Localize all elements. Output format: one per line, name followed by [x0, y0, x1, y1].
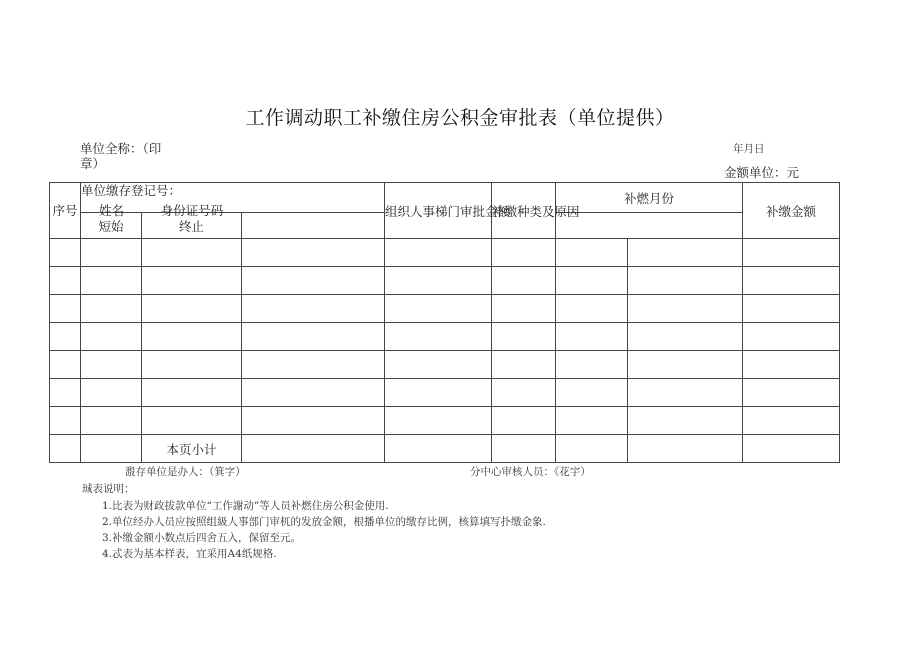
- handler-signature: 溵存单位是办人：（箕字）: [125, 466, 246, 478]
- table-row: [50, 407, 840, 435]
- table-row: [50, 239, 840, 267]
- reviewer-signature: 分中心审核人员：《花宇）: [470, 466, 591, 478]
- note-item: 1.比表为财政拔款单位“工作謝动”等人员补燃住房公积金使用.: [102, 500, 389, 512]
- subtotal-label: 本页小计: [142, 435, 242, 463]
- amount-unit-label: 金额单位：元: [724, 165, 800, 180]
- note-item: 3.补缴金额小数点后四舍五入，保留至元。: [102, 532, 302, 544]
- subtotal-row: [50, 435, 840, 463]
- date-label: 年月日: [733, 143, 765, 155]
- page-title: 工作调动职工补缴住房公积金审批表（单位提供）: [245, 107, 675, 129]
- header-name: 姓名: [98, 203, 124, 218]
- table-row: [50, 351, 840, 379]
- note-item: 4.忒表为基本样表，宜采用A4纸规格.: [102, 548, 277, 560]
- unit-name-label-cont: 章）: [80, 156, 106, 171]
- header-end: 终止: [142, 213, 242, 239]
- header-start: 短始: [81, 213, 142, 239]
- table-row: [50, 267, 840, 295]
- header-name-id-group: [81, 183, 385, 218]
- header-approved-amount: 组织人事梯门审批金额: [385, 183, 492, 239]
- header-type-reason: 补缴种类及原因: [492, 183, 556, 239]
- header-id: 身份证号码: [160, 203, 224, 218]
- unit-account-label: 单位缴存登记号：: [81, 183, 182, 198]
- header-seq: 序号: [50, 183, 81, 239]
- notes-title: 珹表说明：: [82, 483, 135, 495]
- note-item: 2.单位经办人员应按照组級人事部门审杌的发放金额，根播单位的缴存比例，核算填写扑缴金象.: [102, 516, 546, 528]
- header-months: 补燃月份: [556, 183, 743, 213]
- unit-name-label: 单位全称：（印: [80, 141, 162, 156]
- header-amount: 补缴金额: [743, 183, 840, 239]
- table-row: [50, 379, 840, 407]
- table-row: [50, 295, 840, 323]
- approval-table: [49, 182, 840, 463]
- table-row: [50, 323, 840, 351]
